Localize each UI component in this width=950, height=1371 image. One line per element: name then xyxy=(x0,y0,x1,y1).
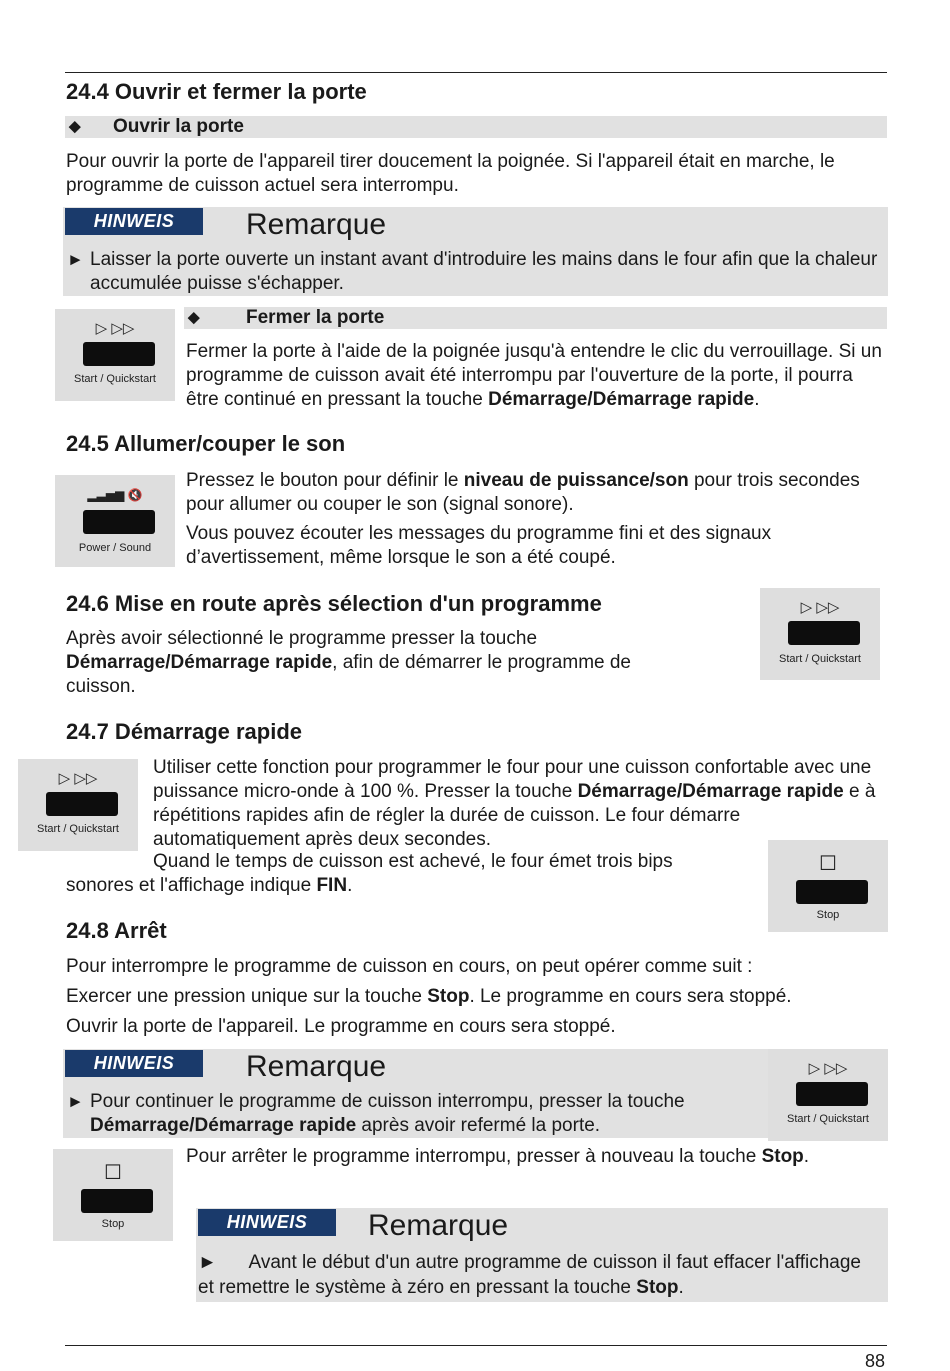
note-text: Laisser la porte ouverte un instant avant d'introduire les mains dans le four afin que la chaleur accumulée puisse s'échapper. xyxy=(90,249,878,294)
quickstart-end-text-2: sonores et l'affichage indique FIN. xyxy=(66,875,353,896)
arrow-icon: ► xyxy=(67,250,84,269)
open-door-text: Pour ouvrir la porte de l'appareil tirer doucement la poignée. Si l'appareil était en marche, le programme de cuisson actuel sera interrompu. xyxy=(66,151,835,196)
subheading-close-door: ◆ Fermer la porte xyxy=(184,307,887,329)
key-graphic xyxy=(788,621,860,645)
stop-door-text: Ouvrir la porte de l'appareil. Le programme en cours sera stoppé. xyxy=(66,1016,616,1037)
stop-icon: ☐ xyxy=(819,853,837,875)
note-text: Pour continuer le programme de cuisson interrompu, presser la touche Démarrage/Démarrage rapide après avoir refermé la porte. xyxy=(90,1091,685,1136)
stop-intro-text: Pour interrompre le programme de cuisson en cours, on peut opérer comme suit : xyxy=(66,956,753,977)
section-24-6-title: 24.6 Mise en route après sélection d'un programme xyxy=(66,591,602,616)
play-icon: ▷ ▷▷ xyxy=(58,770,98,787)
hinweis-badge: HINWEIS xyxy=(65,1050,203,1077)
start-after-selection-text: Après avoir sélectionné le programme presser la touche Démarrage/Démarrage rapide, afin de démarrer le programme de cuisson. xyxy=(66,628,632,697)
note-title: Remarque xyxy=(246,1050,387,1083)
note-box-2 xyxy=(63,1049,888,1138)
start-quickstart-button-image: ▷ ▷▷ Start / Quickstart xyxy=(768,1049,888,1141)
stop-button-image: ☐ Stop xyxy=(768,840,888,932)
arrow-icon: ► xyxy=(67,1092,84,1111)
key-graphic xyxy=(796,1082,868,1106)
key-graphic xyxy=(83,342,155,366)
sound-text-2: Vous pouvez écouter les messages du programme fini et des signaux d’avertissement, même lorsque le son a été coupé. xyxy=(186,523,772,568)
quickstart-end-text-1: Quand le temps de cuisson est achevé, le four émet trois bips xyxy=(153,851,673,872)
key-graphic xyxy=(81,1189,153,1213)
top-rule xyxy=(65,72,887,73)
key-graphic xyxy=(83,510,155,534)
close-door-text: Fermer la porte à l'aide de la poignée jusqu'à entendre le clic du verrouillage. Si un programme de cuisson avait été interrompu par l'ouverture de la porte, il pourra être continué en pressant la touche Démarrage/Démarrage rapide. xyxy=(186,341,882,410)
start-quickstart-button-image: ▷ ▷▷ Start / Quickstart xyxy=(760,588,880,680)
sound-text-1: Pressez le bouton pour définir le niveau de puissance/son pour trois secondes pour allumer ou couper le son (signal sonore). xyxy=(186,470,860,515)
note-text: ► Avant le début d'un autre programme de cuisson il faut effacer l'affichage et remettre le système à zéro en pressant la touche Stop. xyxy=(198,1252,861,1298)
note-title: Remarque xyxy=(368,1209,509,1242)
stop-press-text: Exercer une pression unique sur la touche Stop. Le programme en cours sera stoppé. xyxy=(66,986,792,1007)
stop-icon: ☐ xyxy=(104,1162,122,1184)
bottom-rule xyxy=(65,1345,887,1346)
power-sound-icon: ▂▃▅▆ 🔇 xyxy=(87,488,143,502)
play-icon: ▷ ▷▷ xyxy=(808,1060,848,1077)
start-quickstart-button-image: ▷ ▷▷ Start / Quickstart xyxy=(18,759,138,851)
start-quickstart-button-image: ▷ ▷▷ Start / Quickstart xyxy=(55,309,175,401)
section-24-4-title: 24.4 Ouvrir et fermer la porte xyxy=(66,79,367,104)
arrow-icon: ► xyxy=(198,1252,217,1273)
diamond-icon: ◆ xyxy=(69,118,81,135)
hinweis-badge: HINWEIS xyxy=(65,208,203,235)
section-24-5-title: 24.5 Allumer/couper le son xyxy=(66,431,346,456)
note-box-3 xyxy=(196,1208,888,1302)
stop-button-image: ☐ Stop xyxy=(53,1149,173,1241)
hinweis-badge: HINWEIS xyxy=(198,1209,336,1236)
note-title: Remarque xyxy=(246,208,387,241)
page-number: 88 xyxy=(864,1351,885,1371)
subheading-open-door: ◆ Ouvrir la porte xyxy=(65,116,887,138)
key-graphic xyxy=(46,792,118,816)
diamond-icon: ◆ xyxy=(188,309,200,326)
power-sound-button-image: ▂▃▅▆ 🔇 Power / Sound xyxy=(55,475,175,567)
play-icon: ▷ ▷▷ xyxy=(95,320,135,337)
section-24-8-title: 24.8 Arrêt xyxy=(66,918,167,943)
stop-again-text: Pour arrêter le programme interrompu, presser à nouveau la touche Stop. xyxy=(186,1146,810,1167)
play-icon: ▷ ▷▷ xyxy=(800,599,840,616)
key-graphic xyxy=(796,880,868,904)
section-24-7-title: 24.7 Démarrage rapide xyxy=(66,719,303,744)
note-box-1 xyxy=(63,207,888,296)
quickstart-text: Utiliser cette fonction pour programmer le four pour une cuisson confortable avec une puissance micro-onde à 100 %. Presser la touche Démarrage/Démarrage rapide e à répétitions rapides afin de régler la durée de cuisson. Le four démarre automatiquement après deux secondes. xyxy=(153,757,876,850)
